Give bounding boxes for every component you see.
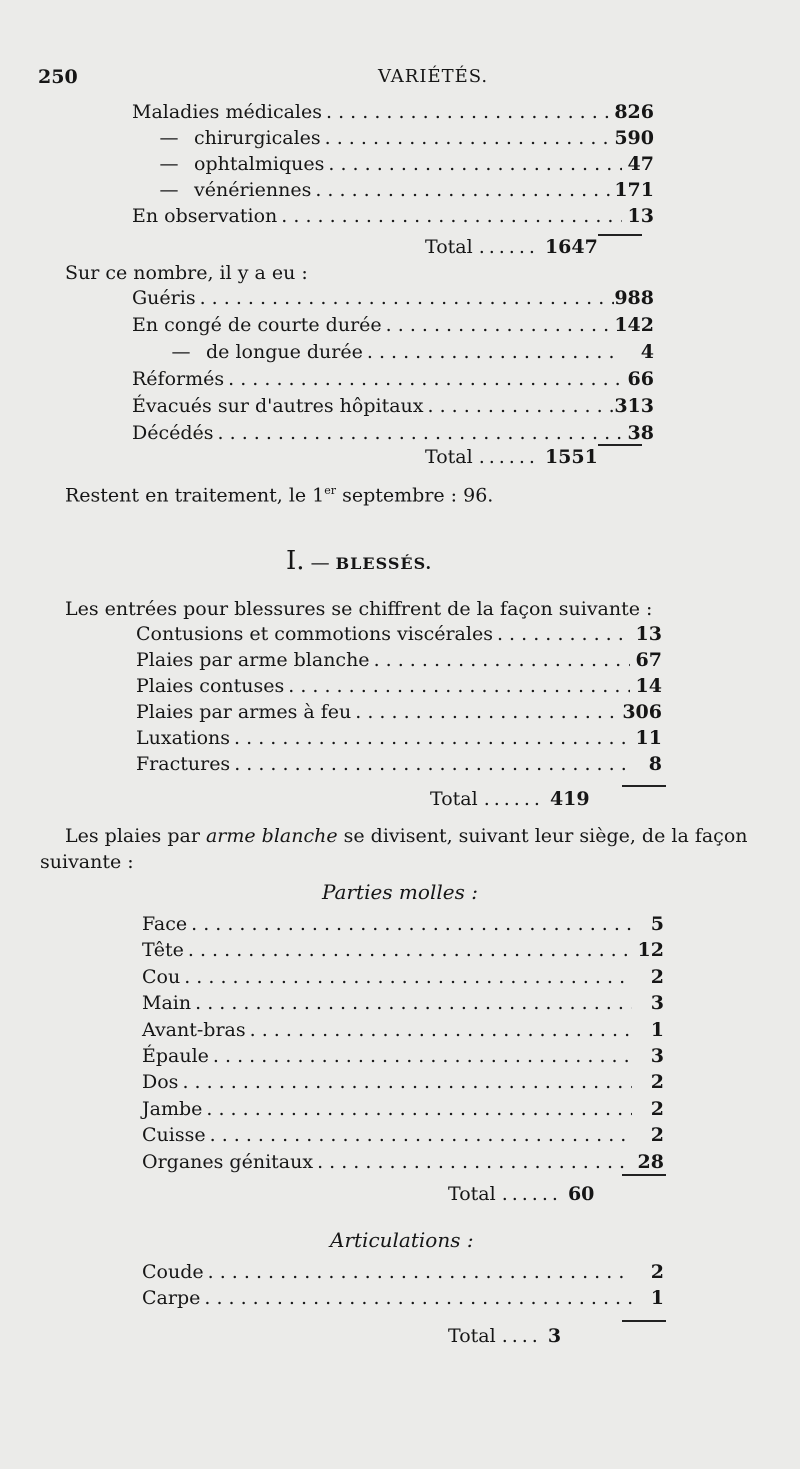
item-label: Maladies médicales bbox=[132, 101, 322, 123]
item-label: Tête bbox=[142, 939, 184, 962]
restent-line: Restent en traitement, le 1er septembre : 96. bbox=[65, 484, 494, 507]
list-item bbox=[142, 991, 664, 1015]
list-item bbox=[142, 1150, 664, 1174]
list-item bbox=[132, 286, 654, 310]
list-item bbox=[136, 726, 662, 750]
item-label: Plaies contuses bbox=[136, 675, 285, 697]
dot-leader bbox=[230, 726, 630, 750]
item-label: En congé de courte durée bbox=[132, 314, 382, 336]
item-value: 2 bbox=[650, 1071, 664, 1094]
entrees-intro: Les entrées pour blessures se chiffrent de la façon suivante : bbox=[65, 598, 653, 620]
item-value: 171 bbox=[614, 179, 654, 201]
page-header bbox=[38, 66, 800, 96]
list-item bbox=[136, 648, 662, 672]
subheading-parties-molles: Parties molles : bbox=[322, 880, 478, 904]
total-rule bbox=[598, 234, 642, 236]
item-label: Jambe bbox=[142, 1097, 203, 1120]
dot-leader bbox=[493, 622, 630, 646]
item-value: 11 bbox=[635, 727, 662, 749]
list-item bbox=[132, 421, 654, 445]
dot-leader bbox=[209, 1044, 632, 1068]
dot-leader bbox=[351, 700, 622, 724]
item-value: 14 bbox=[635, 675, 662, 697]
dot-leader bbox=[200, 1286, 632, 1310]
total-row: Total ...... 1551 bbox=[425, 446, 598, 468]
dot-leader bbox=[277, 204, 622, 228]
item-value: 12 bbox=[637, 939, 664, 962]
item-value: 28 bbox=[637, 1150, 664, 1173]
item-value: 1 bbox=[650, 1287, 664, 1309]
dot-leader bbox=[424, 394, 615, 418]
section-heading: I. — BLESSÉS. bbox=[286, 546, 433, 576]
dot-leader bbox=[206, 1123, 632, 1147]
list-item bbox=[142, 938, 664, 962]
plaies-intro-cont: suivante : bbox=[40, 851, 134, 873]
total-row: Total ...... 60 bbox=[448, 1183, 595, 1205]
list-item bbox=[142, 1070, 664, 1094]
item-label: Cuisse bbox=[142, 1124, 206, 1147]
total-row: Total .... 3 bbox=[448, 1325, 562, 1347]
dot-leader bbox=[187, 912, 632, 936]
dot-leader bbox=[180, 965, 632, 989]
item-label: Épaule bbox=[142, 1045, 209, 1067]
item-label: Décédés bbox=[132, 422, 214, 444]
sur-ce-nombre: Sur ce nombre, il y a eu : bbox=[65, 262, 308, 284]
dot-leader bbox=[191, 991, 632, 1015]
subheading-articulations: Articulations : bbox=[330, 1228, 474, 1252]
item-value: 38 bbox=[627, 422, 654, 444]
item-value: 142 bbox=[614, 314, 654, 336]
page-number: 250 bbox=[38, 66, 78, 88]
list-item bbox=[142, 1260, 664, 1284]
list-item bbox=[132, 340, 654, 364]
item-value: 590 bbox=[614, 127, 654, 149]
item-label: Réformés bbox=[132, 368, 225, 390]
dot-leader bbox=[196, 286, 615, 310]
dot-leader bbox=[178, 1070, 632, 1094]
item-label: — ophtalmiques bbox=[159, 153, 325, 175]
item-label: En observation bbox=[132, 205, 278, 227]
list-item bbox=[132, 313, 654, 337]
ditto-dash: — bbox=[159, 153, 179, 175]
item-value: 2 bbox=[650, 965, 664, 988]
list-item bbox=[142, 1097, 664, 1121]
item-label: — de longue durée bbox=[171, 341, 363, 363]
total-rule bbox=[622, 1320, 666, 1322]
dot-leader bbox=[324, 152, 622, 176]
item-value: 988 bbox=[614, 287, 654, 309]
dot-leader bbox=[202, 1097, 632, 1121]
list-item bbox=[132, 204, 654, 228]
item-value: 47 bbox=[627, 153, 654, 175]
running-title: VARIÉTÉS. bbox=[378, 66, 489, 87]
total-rule bbox=[622, 1174, 666, 1176]
item-label: — chirurgicales bbox=[159, 127, 321, 149]
item-value: 5 bbox=[650, 913, 664, 935]
dot-leader bbox=[246, 1018, 632, 1042]
item-value: 826 bbox=[614, 101, 654, 123]
item-value: 306 bbox=[622, 701, 662, 723]
item-value: 4 bbox=[640, 341, 654, 363]
item-label: Plaies par armes à feu bbox=[136, 701, 352, 723]
total-rule bbox=[598, 444, 642, 446]
dot-leader bbox=[370, 648, 630, 672]
item-label: Dos bbox=[142, 1071, 179, 1094]
item-label: Organes génitaux bbox=[142, 1150, 314, 1173]
ditto-dash: — bbox=[159, 127, 179, 149]
ditto-dash: — bbox=[159, 179, 179, 201]
list-item bbox=[132, 178, 654, 202]
list-item bbox=[136, 622, 662, 646]
list-item bbox=[142, 1123, 664, 1147]
list-item bbox=[132, 367, 654, 391]
plaies-intro: Les plaies par arme blanche se divisent, suivant leur siège, de la façon bbox=[65, 825, 748, 847]
item-label: Carpe bbox=[142, 1287, 201, 1309]
dot-leader bbox=[321, 126, 615, 150]
list-item bbox=[142, 1286, 664, 1310]
dot-leader bbox=[322, 100, 614, 124]
item-label: Guéris bbox=[132, 287, 196, 309]
dot-leader bbox=[382, 313, 615, 337]
item-value: 66 bbox=[627, 368, 654, 390]
dot-leader bbox=[184, 938, 632, 962]
dot-leader bbox=[230, 752, 630, 776]
list-item bbox=[132, 152, 654, 176]
list-item bbox=[132, 100, 654, 124]
item-value: 313 bbox=[614, 395, 654, 417]
total-row: Total ...... 419 bbox=[430, 788, 590, 810]
dot-leader bbox=[311, 178, 614, 202]
item-label: Avant-bras bbox=[142, 1018, 246, 1041]
item-value: 3 bbox=[650, 992, 664, 1015]
item-value: 67 bbox=[635, 649, 662, 671]
item-value: 2 bbox=[650, 1261, 664, 1283]
dot-leader bbox=[204, 1260, 632, 1284]
item-label: Fractures bbox=[136, 753, 231, 775]
list-item bbox=[142, 965, 664, 989]
total-rule bbox=[622, 785, 666, 787]
item-value: 8 bbox=[648, 753, 662, 775]
dot-leader bbox=[284, 674, 630, 698]
ditto-dash: — bbox=[171, 341, 191, 363]
list-item bbox=[132, 394, 654, 418]
item-value: 13 bbox=[627, 205, 654, 227]
dot-leader bbox=[214, 421, 622, 445]
item-value: 1 bbox=[650, 1018, 664, 1041]
item-label: Contusions et commotions viscérales bbox=[136, 623, 493, 645]
item-label: Plaies par arme blanche bbox=[136, 649, 370, 671]
item-label: Évacués sur d'autres hôpitaux bbox=[132, 395, 424, 417]
item-value: 2 bbox=[650, 1124, 664, 1147]
item-value: 3 bbox=[650, 1045, 664, 1067]
list-item bbox=[142, 912, 664, 936]
item-value: 13 bbox=[635, 623, 662, 645]
list-item bbox=[136, 674, 662, 698]
item-label: Face bbox=[142, 913, 188, 935]
dot-leader bbox=[313, 1150, 632, 1174]
dot-leader bbox=[363, 340, 622, 364]
list-item bbox=[136, 752, 662, 776]
list-item bbox=[142, 1018, 664, 1042]
item-label: Coude bbox=[142, 1261, 204, 1283]
list-item bbox=[142, 1044, 664, 1068]
list-item bbox=[136, 700, 662, 724]
item-label: Main bbox=[142, 992, 192, 1015]
item-label: Luxations bbox=[136, 727, 231, 749]
item-value: 2 bbox=[650, 1097, 664, 1120]
item-label: Cou bbox=[142, 965, 181, 988]
item-label: — vénériennes bbox=[159, 179, 312, 201]
list-item bbox=[132, 126, 654, 150]
total-row: Total ...... 1647 bbox=[425, 236, 598, 258]
dot-leader bbox=[224, 367, 622, 391]
